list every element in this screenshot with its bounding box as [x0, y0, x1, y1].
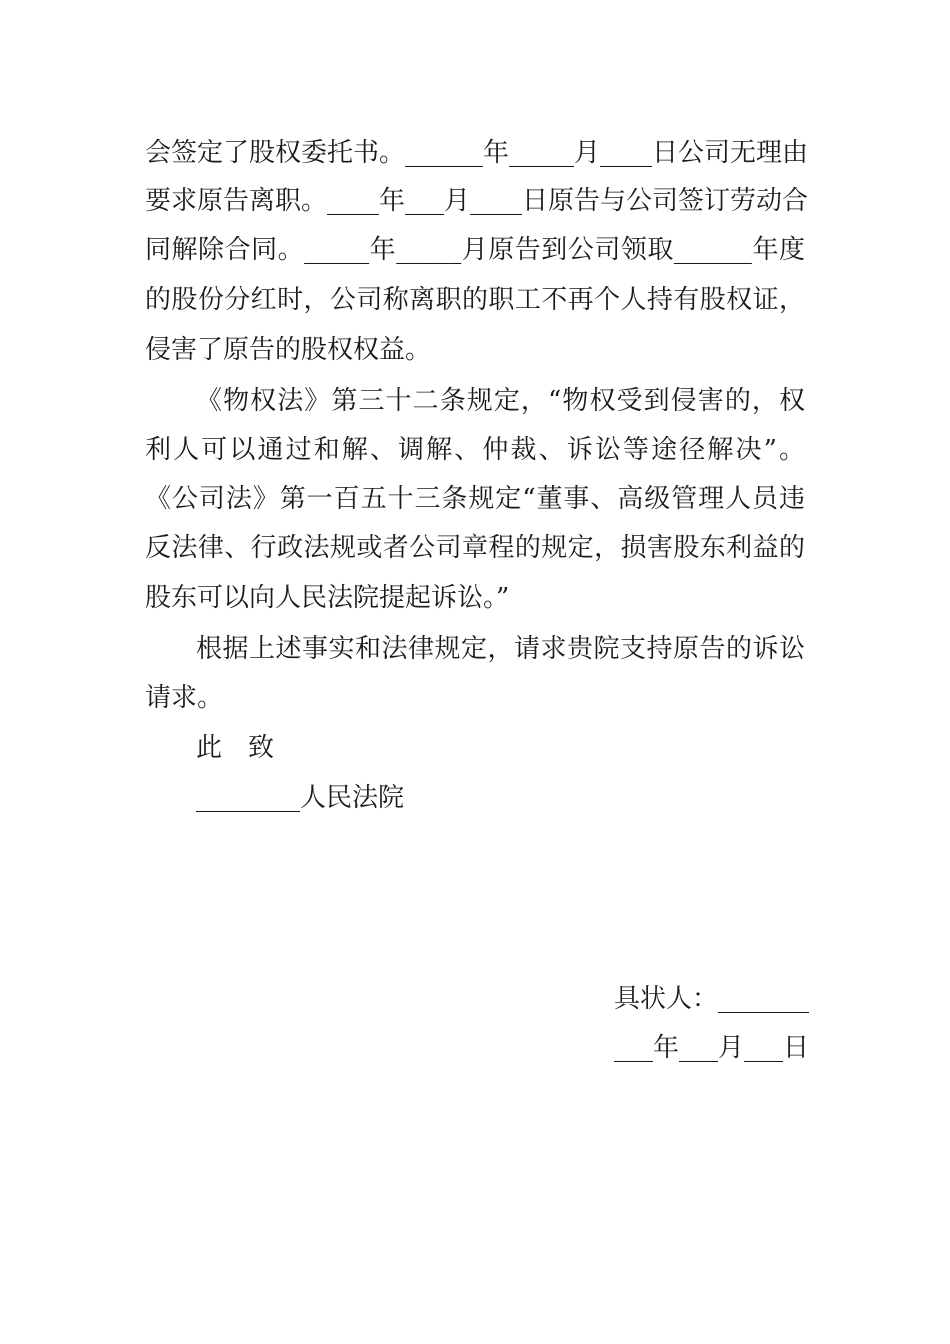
paragraph-3-line-1: 根据上述事实和法律规定，请求贵院支持原告的诉讼 — [196, 634, 805, 664]
signature-date: ___年___月___日 — [614, 1033, 810, 1063]
paragraph-1-line-3: 同解除合同。_____年_____月原告到公司领取______年度 — [145, 235, 805, 265]
paragraph-1-line-5: 侵害了原告的股权权益。 — [145, 335, 432, 365]
paragraph-1-line-4: 的股份分红时，公司称离职的职工不再个人持有股权证， — [145, 285, 805, 315]
paragraph-2-line-3: 《公司法》第一百五十三条规定“董事、高级管理人员违 — [145, 484, 805, 514]
paragraph-2-line-5: 股东可以向人民法院提起诉讼。” — [145, 583, 510, 613]
paragraph-1-line-1: 会签定了股权委托书。______年_____月____日公司无理由 — [145, 138, 809, 168]
court-name: ________人民法院 — [196, 783, 405, 813]
paragraph-2-line-2: 利人可以通过和解、调解、仲裁、诉讼等途径解决”。 — [145, 435, 805, 465]
closing-salutation: 此 致 — [196, 733, 275, 763]
plaintiff-signature: 具状人：_______ — [614, 984, 810, 1014]
paragraph-3-line-2: 请求。 — [145, 683, 224, 713]
paragraph-1-line-2: 要求原告离职。____年___月____日原告与公司签订劳动合 — [145, 186, 809, 216]
paragraph-2-line-1: 《物权法》第三十二条规定，“物权受到侵害的，权 — [196, 386, 805, 416]
paragraph-2-line-4: 反法律、行政法规或者公司章程的规定，损害股东利益的 — [145, 533, 805, 563]
